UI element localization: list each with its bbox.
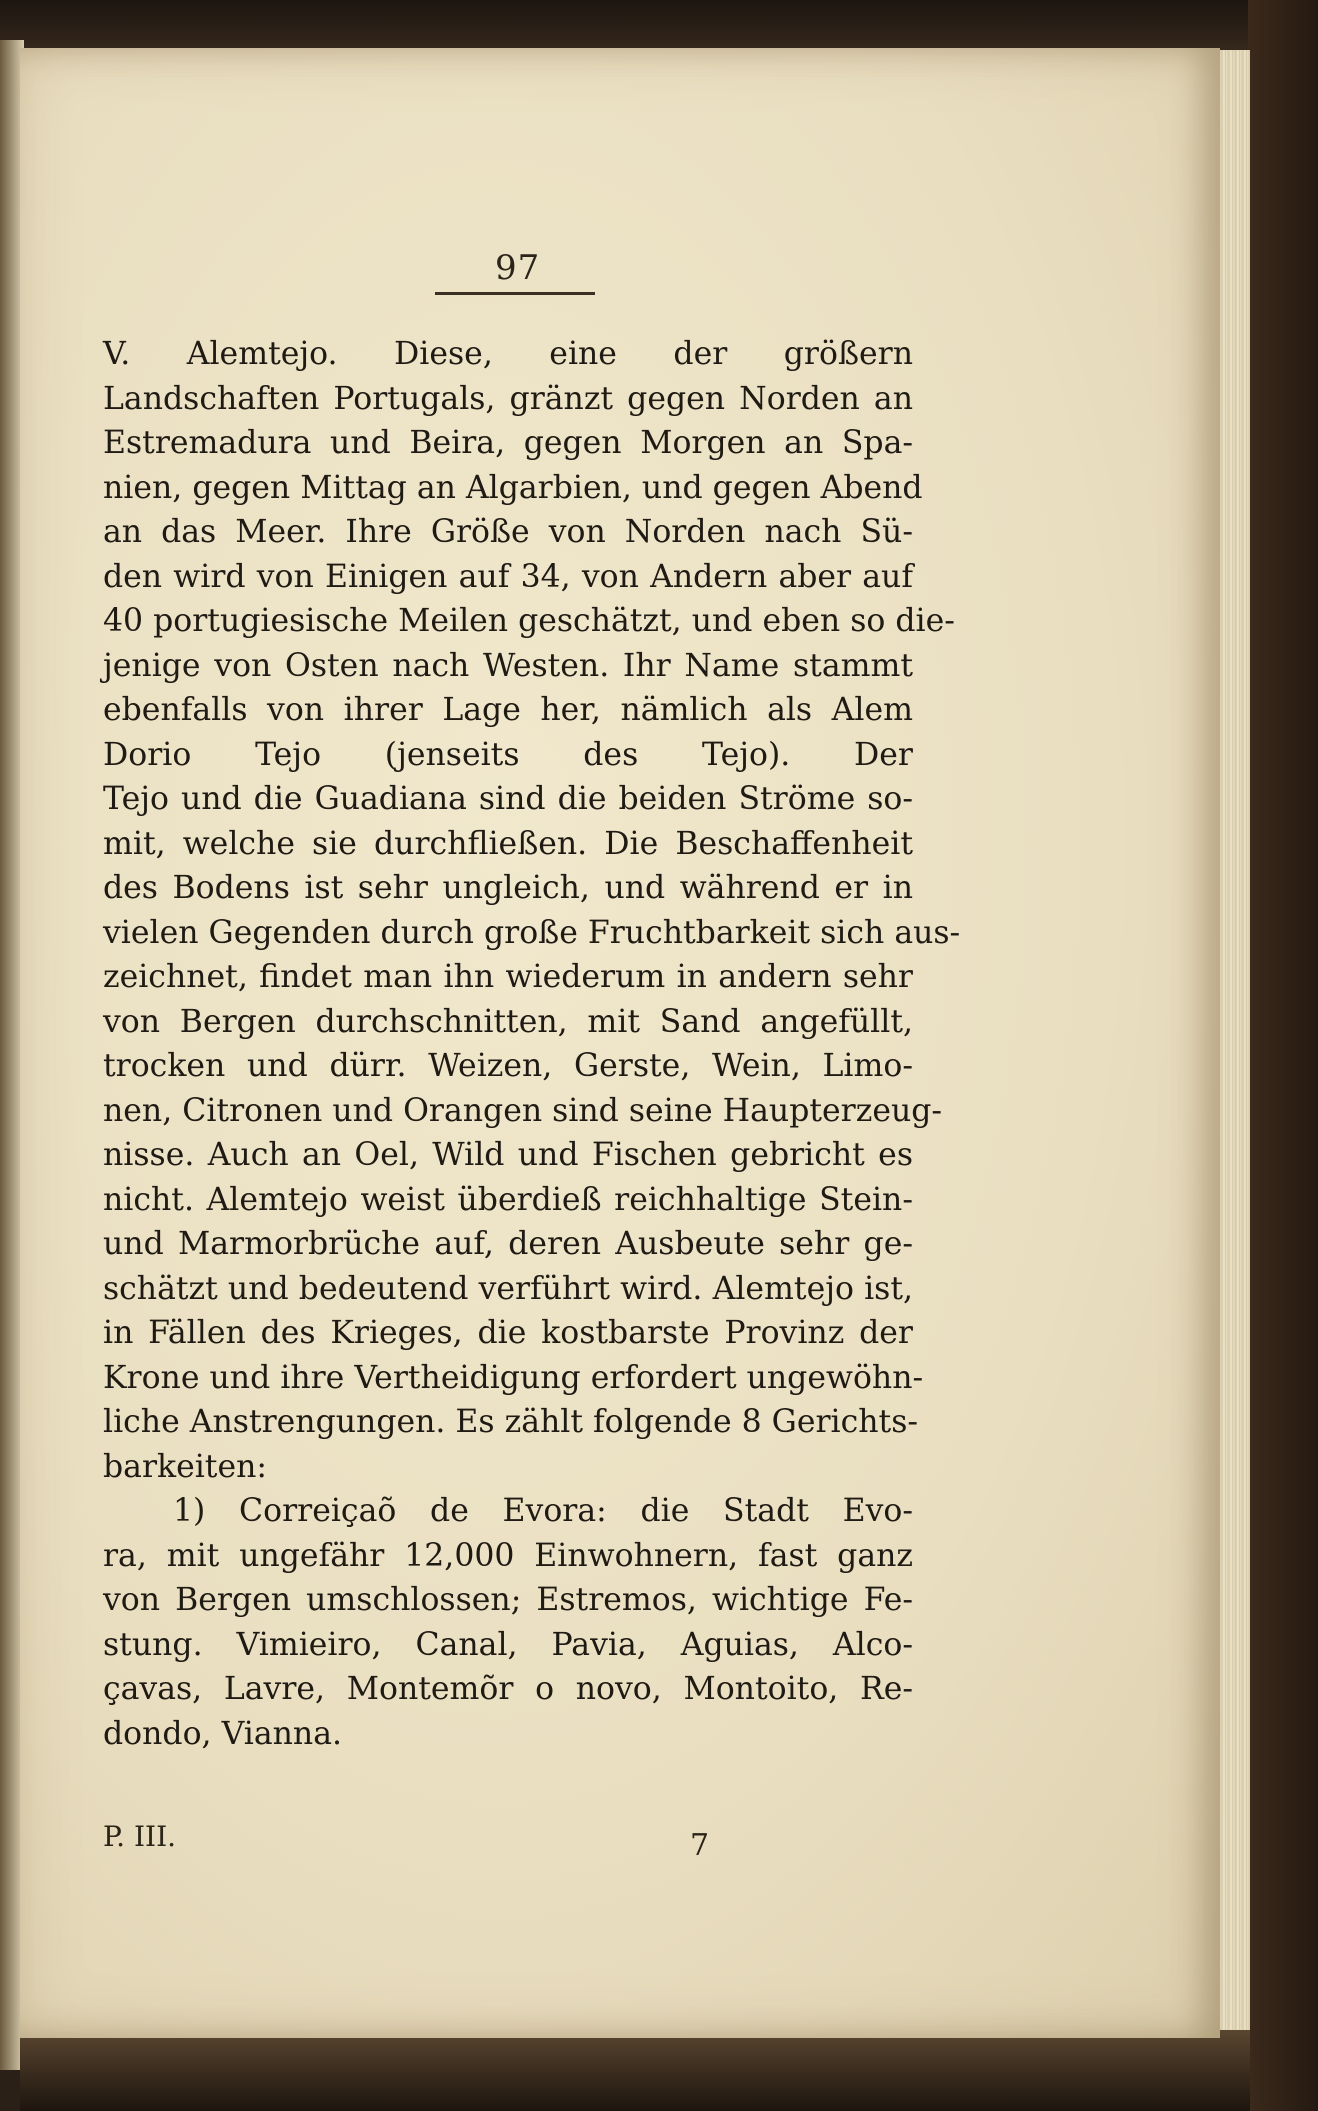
text-line: an das Meer. Ihre Größe von Norden nach Sü- [103,514,913,550]
text-line: vielen Gegenden durch große Fruchtbarkeit sich aus- [103,914,961,951]
text-line: zeichnet, findet man ihn wiederum in andern sehr [103,959,913,995]
text-line: ra, mit ungefähr 12,000 Einwohnern, fast ganz [103,1537,913,1574]
text-line: Estremadura und Beira, gegen Morgen an Spa- [103,425,913,461]
text-line: von Bergen durchschnitten, mit Sand angefüllt, [103,1003,913,1040]
text-line: 1) Correiçaõ de Evora: die Stadt Evo- [173,1493,913,1529]
text-line: mit, welche sie durchfließen. Die Beschaffenheit [103,825,913,862]
text-line: schätzt und bedeutend verführt wird. Alemtejo ist, [103,1270,913,1307]
text-line: barkeiten: [103,1448,268,1485]
text-line: V. Alemtejo. Diese, eine der größern [103,336,913,372]
text-line: nisse. Auch an Oel, Wild und Fischen gebricht es [103,1137,913,1173]
book-bottom-shadow [20,2030,1250,2111]
text-line: Dorio Tejo (jenseits des Tejo). Der [103,736,913,773]
text-line: den wird von Einigen auf 34, von Andern aber auf [103,558,913,595]
text-line: nicht. Alemtejo weist überdieß reichhaltige Stein- [103,1181,913,1218]
text-line: liche Anstrengungen. Es zählt folgende 8 Gerichts- [103,1404,919,1440]
text-line: des Bodens ist sehr ungleich, und während er in [103,870,913,906]
text-line: in Fällen des Krieges, die kostbarste Provinz der [103,1315,913,1351]
text-line: nien, gegen Mittag an Algarbien, und gegen Abend [103,469,923,506]
signature-mark: P. III. [103,1820,177,1853]
text-line: Krone und ihre Vertheidigung erfordert ungewöhn- [103,1359,924,1396]
text-line: jenige von Osten nach Westen. Ihr Name stammt [103,647,913,684]
book-cover-right [1248,0,1318,2111]
text-line: nen, Citronen und Orangen sind seine Haupterzeug- [103,1092,943,1129]
page-number: 97 [495,248,541,288]
body-text [103,332,961,1756]
text-line: 40 portugiesische Meilen geschätzt, und eben so die- [103,603,955,639]
header-rule [435,292,595,295]
text-line: von Bergen umschlossen; Estremos, wichtige Fe- [103,1582,913,1618]
text-line: Landschaften Portugals, gränzt gegen Norden an [103,380,913,417]
gathering-number: 7 [690,1828,710,1863]
text-line: trocken und dürr. Weizen, Gerste, Wein, Limo- [103,1048,913,1084]
text-line: çavas, Lavre, Montemõr o novo, Montoito, Re- [103,1671,913,1707]
text-line: Tejo und die Guadiana sind die beiden Ströme so- [103,781,913,817]
text-line: und Marmorbrüche auf, deren Ausbeute sehr ge- [103,1226,913,1262]
text-line: stung. Vimieiro, Canal, Pavia, Aguias, Alco- [103,1626,913,1663]
text-line: ebenfalls von ihrer Lage her, nämlich als Alem [103,692,913,728]
text-line: dondo, Vianna. [103,1715,342,1752]
